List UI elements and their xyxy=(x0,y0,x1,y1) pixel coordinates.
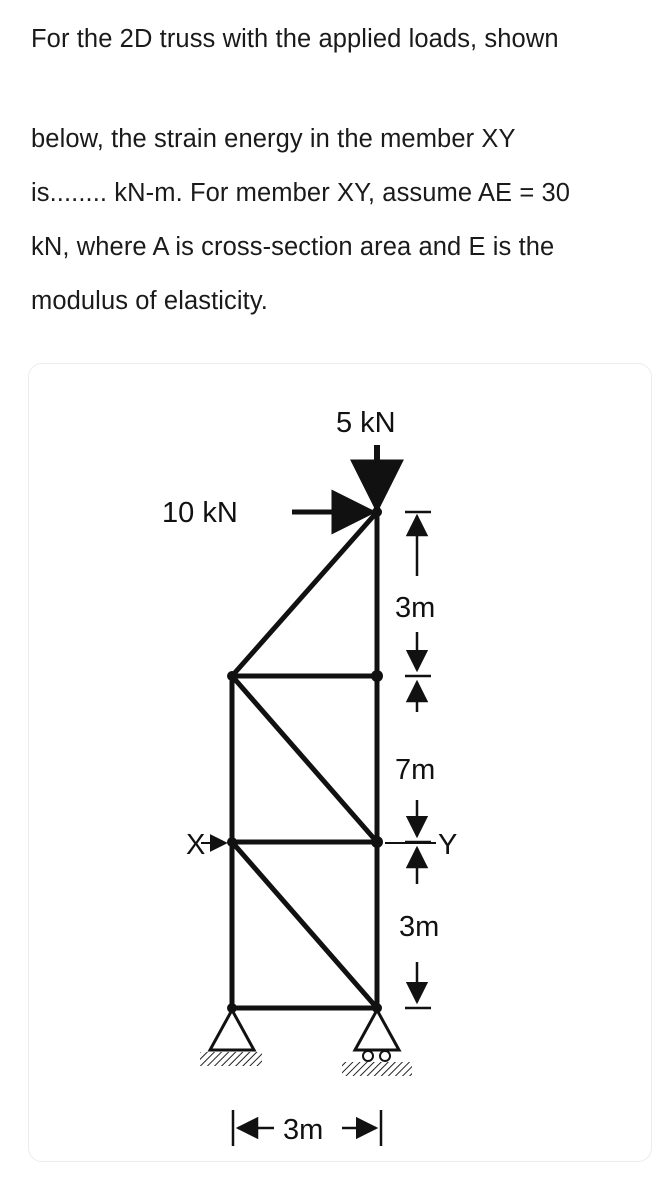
member-top-diagonal xyxy=(232,512,377,676)
member-lower-diagonal xyxy=(232,842,377,1008)
dim-top-label: 3m xyxy=(395,592,436,624)
dim-width-label: 3m xyxy=(283,1114,324,1146)
pin-support xyxy=(200,1010,262,1066)
dim-bottom-label: 3m xyxy=(399,911,440,943)
question-line-1: For the 2D truss with the applied loads, shown xyxy=(31,25,559,53)
load-10kn-label: 10 kN xyxy=(162,497,238,529)
question-line-3: is........ kN-m. For member XY, assume AE = 30 xyxy=(31,179,571,207)
node-x-label: X xyxy=(186,829,206,861)
question-line-5: modulus of elasticity. xyxy=(31,287,268,315)
dim-middle-label: 7m xyxy=(395,754,436,786)
node-y-label: Y xyxy=(438,829,458,861)
roller-support xyxy=(342,1010,412,1076)
question-line-2: below, the strain energy in the member XY xyxy=(31,125,516,153)
truss-members xyxy=(232,512,377,1008)
load-5kn-label: 5 kN xyxy=(336,407,396,439)
load-10kn xyxy=(162,497,372,529)
member-middle-diagonal xyxy=(232,676,377,842)
question-line-4: kN, where A is cross-section area and E is the xyxy=(31,233,555,261)
load-5kn xyxy=(336,407,396,508)
